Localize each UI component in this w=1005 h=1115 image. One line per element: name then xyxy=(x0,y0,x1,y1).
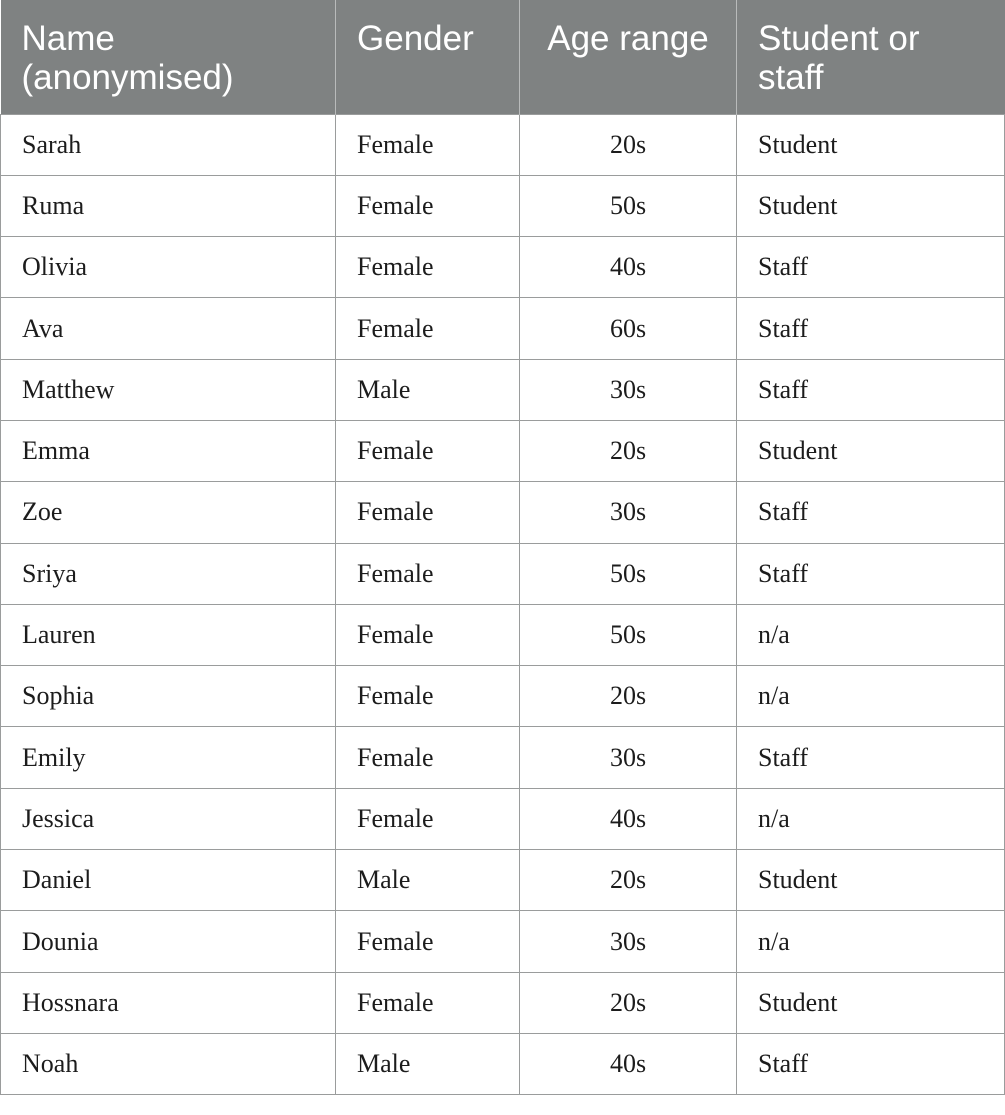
cell-name: Sophia xyxy=(1,666,336,727)
cell-student-or-staff: Student xyxy=(737,175,1005,236)
cell-name: Zoe xyxy=(1,482,336,543)
table-row xyxy=(1,114,1005,175)
cell-gender: Female xyxy=(336,666,520,727)
table-header xyxy=(1,0,1005,114)
cell-name: Jessica xyxy=(1,788,336,849)
table-row xyxy=(1,298,1005,359)
header-gender: Gender xyxy=(336,0,520,114)
cell-student-or-staff: Staff xyxy=(737,1033,1005,1094)
cell-gender: Male xyxy=(336,850,520,911)
table-row xyxy=(1,237,1005,298)
cell-gender: Female xyxy=(336,972,520,1033)
cell-student-or-staff: Staff xyxy=(737,543,1005,604)
table-row xyxy=(1,359,1005,420)
table-row xyxy=(1,1033,1005,1094)
cell-name: Lauren xyxy=(1,604,336,665)
cell-age-range: 50s xyxy=(520,543,737,604)
cell-name: Daniel xyxy=(1,850,336,911)
table-row xyxy=(1,666,1005,727)
cell-student-or-staff: Staff xyxy=(737,482,1005,543)
cell-age-range: 30s xyxy=(520,359,737,420)
cell-age-range: 60s xyxy=(520,298,737,359)
cell-gender: Male xyxy=(336,359,520,420)
cell-gender: Female xyxy=(336,727,520,788)
cell-name: Hossnara xyxy=(1,972,336,1033)
cell-gender: Female xyxy=(336,420,520,481)
cell-student-or-staff: Student xyxy=(737,420,1005,481)
cell-student-or-staff: Staff xyxy=(737,298,1005,359)
cell-gender: Male xyxy=(336,1033,520,1094)
cell-age-range: 30s xyxy=(520,727,737,788)
table-row xyxy=(1,972,1005,1033)
cell-age-range: 50s xyxy=(520,175,737,236)
cell-age-range: 40s xyxy=(520,1033,737,1094)
cell-gender: Female xyxy=(336,604,520,665)
cell-age-range: 20s xyxy=(520,114,737,175)
cell-age-range: 20s xyxy=(520,972,737,1033)
cell-name: Matthew xyxy=(1,359,336,420)
table-body xyxy=(1,114,1005,1095)
table-row xyxy=(1,727,1005,788)
cell-student-or-staff: Staff xyxy=(737,237,1005,298)
cell-gender: Female xyxy=(336,114,520,175)
cell-name: Emma xyxy=(1,420,336,481)
table-row xyxy=(1,788,1005,849)
header-row xyxy=(1,0,1005,114)
header-name: Name (anonymised) xyxy=(1,0,336,114)
table-row xyxy=(1,911,1005,972)
cell-age-range: 40s xyxy=(520,237,737,298)
cell-name: Olivia xyxy=(1,237,336,298)
cell-student-or-staff: n/a xyxy=(737,604,1005,665)
cell-name: Dounia xyxy=(1,911,336,972)
table-row xyxy=(1,420,1005,481)
cell-student-or-staff: n/a xyxy=(737,788,1005,849)
cell-gender: Female xyxy=(336,788,520,849)
table-row xyxy=(1,604,1005,665)
cell-student-or-staff: Student xyxy=(737,114,1005,175)
cell-name: Sriya xyxy=(1,543,336,604)
header-student-or-staff: Student or staff xyxy=(737,0,1005,114)
table-row xyxy=(1,482,1005,543)
cell-student-or-staff: n/a xyxy=(737,911,1005,972)
cell-gender: Female xyxy=(336,298,520,359)
cell-age-range: 20s xyxy=(520,420,737,481)
table-row xyxy=(1,543,1005,604)
cell-gender: Female xyxy=(336,175,520,236)
cell-name: Noah xyxy=(1,1033,336,1094)
cell-student-or-staff: Student xyxy=(737,972,1005,1033)
cell-name: Ruma xyxy=(1,175,336,236)
cell-age-range: 30s xyxy=(520,482,737,543)
cell-gender: Female xyxy=(336,482,520,543)
cell-gender: Female xyxy=(336,237,520,298)
cell-age-range: 20s xyxy=(520,666,737,727)
cell-name: Ava xyxy=(1,298,336,359)
cell-age-range: 20s xyxy=(520,850,737,911)
cell-age-range: 40s xyxy=(520,788,737,849)
cell-student-or-staff: Staff xyxy=(737,359,1005,420)
cell-gender: Female xyxy=(336,911,520,972)
header-age-range: Age range xyxy=(520,0,737,114)
table-row xyxy=(1,175,1005,236)
cell-name: Emily xyxy=(1,727,336,788)
table-row xyxy=(1,850,1005,911)
cell-age-range: 30s xyxy=(520,911,737,972)
cell-student-or-staff: Student xyxy=(737,850,1005,911)
cell-age-range: 50s xyxy=(520,604,737,665)
cell-student-or-staff: n/a xyxy=(737,666,1005,727)
cell-gender: Female xyxy=(336,543,520,604)
cell-name: Sarah xyxy=(1,114,336,175)
cell-student-or-staff: Staff xyxy=(737,727,1005,788)
